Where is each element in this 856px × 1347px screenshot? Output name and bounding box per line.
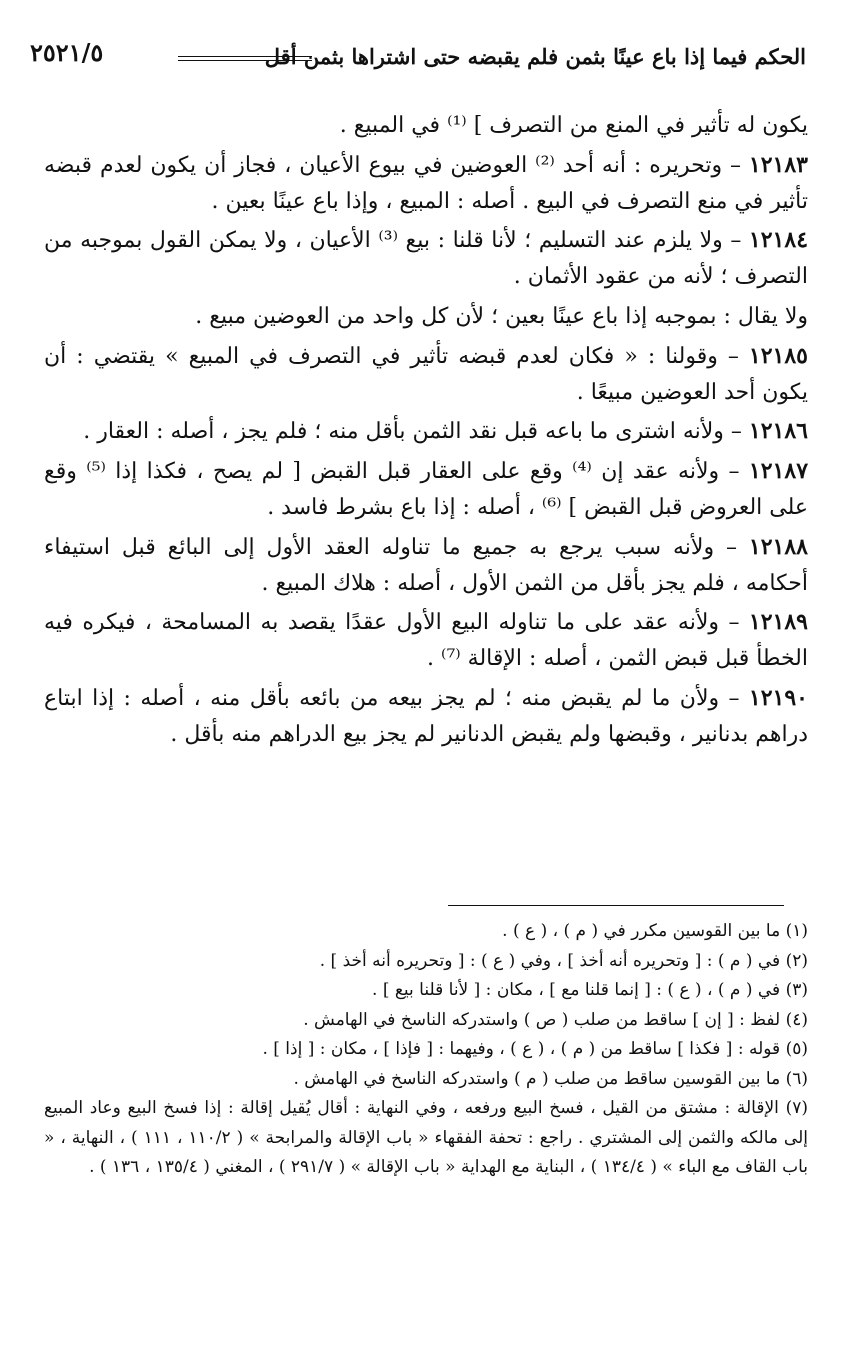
paragraph-text: – ولأنه اشترى ما باعه قبل نقد الثمن بأقل منه ؛ فلم يجز ، أصله : العقار . [83,419,749,445]
page-header [30,38,806,78]
main-text [44,108,808,757]
paragraph [44,454,808,526]
paragraph-number: ١٢١٨٦ [748,418,808,445]
paragraph-number: ١٢١٨٣ [748,151,808,178]
paragraph-text: – ولا يلزم عند التسليم ؛ لأنا قلنا : بيع ⁽³⁾ الأعيان ، ولا يمكن القول بموجبه من التصرف ؛ لأنه من عقود الأثمان . [44,228,808,290]
paragraph-text: – ولأن ما لم يقبض منه ؛ لم يجز بيعه من بائعه بأقل منه ، أصله : إذا ابتاع دراهم بدنانير ، وقبضها ولم يقبض الدنانير لم يجز بيع الدراهم منه بأقل . [44,685,808,747]
footnote: (١) ما بين القوسين مكرر في ( م ) ، ( ع ) . [502,921,808,941]
paragraph-number: ١٢١٨٩ [748,609,808,636]
paragraph [44,108,808,144]
paragraph-text: – وقولنا : « فكان لعدم قبضه تأثير في التصرف في المبيع » يقتضي : أن يكون أحد العوضين مبيعًا . [44,343,808,405]
footnote: (٦) ما بين القوسين ساقط من صلب ( م ) واستدركه الناسخ في الهامش . [293,1068,808,1089]
paragraph-number: ١٢١٨٧ [748,458,809,485]
paragraph-text: يكون له تأثير في المنع من التصرف ] ⁽¹⁾ في المبيع . [339,113,808,138]
paragraph-text: – ولأنه سبب يرجع به جميع ما تناوله العقد الأول إلى البائع قبل استيفاء أحكامه ، فلم يجز بأقل من الثمن الأول ، أصله : هلاك المبيع . [44,534,808,596]
footnote: (٧) الإقالة : مشتق من القيل ، فسخ البيع ورفعه ، وفي النهاية : أقال يُقيل إقالة : إذا فسخ البيع وعاد المبيع إلى مالكه والثمن إلى المشتري . راجع : تحفة الفقهاء « باب الإقالة والمرابحة » ( ١١٠/٢ ، ١١١ ) ، النهاية ، « باب القاف مع الباء » ( ١٣٤/٤ ) ، البناية مع الهداية « باب الإقالة » ( ٢٩١/٧ ) ، المغني ( ١٣٥/٤ ، ١٣٦ ) . [44,1098,808,1177]
paragraph [44,605,808,677]
footnote-separator [448,905,784,906]
footnotes [44,917,808,1183]
paragraph-number: ١٢١٨٨ [748,533,808,560]
paragraph-text: ولا يقال : بموجبه إذا باع عينًا بعين ؛ لأن كل واحد من العوضين مبيع . [195,303,808,329]
page-number: ٢٥٢١/٥ [30,38,104,67]
paragraph [44,414,808,450]
paragraph [44,339,808,411]
running-title: الحكم فيما إذا باع عينًا بثمن فلم يقبضه حتى اشتراها بثمن أقل [264,44,806,69]
paragraph [44,299,808,335]
footnote: (٥) قوله : [ فكذا ] ساقط من ( م ) ، ( ع ) ، وفيهما : [ فإذا ] ، مكان : [ إذا ] . [262,1039,808,1059]
paragraph [44,530,808,602]
paragraph-text: – ولأنه عقد على ما تناوله البيع الأول عقدًا يقصد به المسامحة ، فيكره فيه الخطأ قبل قبض الثمن ، أصله : الإقالة ⁽⁷⁾ . [44,610,808,672]
header-rule [178,56,312,61]
paragraph [44,223,808,295]
paragraph-number: ١٢١٨٥ [748,342,808,369]
footnote: (٣) في ( م ) ، ( ع ) : [ إنما قلنا مع ] ، مكان : [ لأنا قلنا بيع ] . [372,980,808,1000]
paragraph-text: – وتحريره : أنه أحد ⁽²⁾ العوضين في بيوع الأعيان ، فجاز أن يكون لعدم قبضه تأثير في منع التصرف في البيع . أصله : المبيع ، وإذا باع عينًا بعين . [44,152,808,214]
paragraph-text: – ولأنه عقد إن ⁽⁴⁾ وقع على العقار قبل القبض [ لم يصح ، فكذا إذا ⁽⁵⁾ وقع على العروض قبل القبض ] ⁽⁶⁾ ، أصله : إذا باع بشرط فاسد . [44,459,808,520]
paragraph-number: ١٢١٩٠ [748,684,808,711]
paragraph-number: ١٢١٨٤ [748,227,809,254]
footnote: (٢) في ( م ) : [ وتحريره أنه أخذ ] ، وفي ( ع ) : [ وتحريره أنه أخذ ] . [319,950,808,971]
footnote: (٤) لفظ : [ إن ] ساقط من صلب ( ص ) واستدركه الناسخ في الهامش . [303,1009,808,1030]
paragraph [44,681,808,753]
paragraph [44,148,808,220]
